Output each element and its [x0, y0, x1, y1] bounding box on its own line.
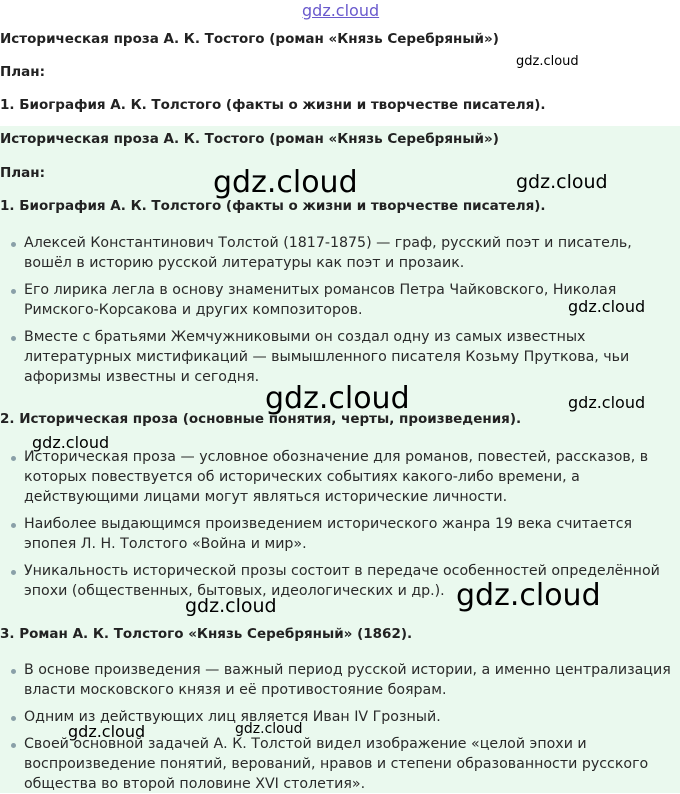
- list-item: Уникальность исторической прозы состоит в передаче особенностей определённой эпохи (общественных, бытовых, идеологических и др.).: [8, 561, 676, 601]
- bullet-dot: [11, 523, 16, 528]
- watermark: gdz.cloud: [265, 381, 410, 416]
- bullet-dot: [11, 242, 16, 247]
- bullet-dot: [11, 336, 16, 341]
- list-item: В основе произведения — важный период русской истории, а именно централизация власти московского князя и её противостояние боярам.: [8, 660, 676, 700]
- intro-title: Историческая проза А. К. Тостого (роман «Князь Серебряный»): [0, 31, 499, 47]
- watermark: gdz.cloud: [302, 1, 380, 20]
- content-title: Историческая проза А. К. Тостого (роман «Князь Серебряный»): [0, 131, 499, 147]
- watermark: gdz.cloud: [235, 721, 303, 737]
- watermark: gdz.cloud: [68, 722, 146, 741]
- bullet-dot: [11, 669, 16, 674]
- watermark: gdz.cloud: [568, 393, 646, 412]
- watermark: gdz.cloud: [213, 165, 358, 200]
- list-item: Вместе с братьями Жемчужниковыми он создал одну из самых известных литературных мистификаций — вымышленного писателя Козьму Пруткова, чьи афоризмы известны и сегодня.: [8, 327, 676, 387]
- intro-plan-label: План:: [0, 64, 46, 80]
- list-item: Одним из действующих лиц является Иван IV Грозный.: [8, 707, 676, 727]
- watermark: gdz.cloud: [516, 171, 608, 193]
- bullet-dot: [11, 716, 16, 721]
- watermark: gdz.cloud: [185, 595, 277, 617]
- bullet-dot: [11, 570, 16, 575]
- list-item: Его лирика легла в основу знаменитых романсов Петра Чайковского, Николая Римского-Корсакова и других композиторов.: [8, 280, 676, 320]
- list-item: Своей основной задачей А. К. Толстой видел изображение «целой эпохи и воспроизведение понятий, верований, нравов и степени образованности русского общества во второй половине XVI столетия».: [8, 734, 676, 794]
- bullet-dot: [11, 743, 16, 748]
- section-2-heading: 2. Историческая проза (основные понятия, черты, произведения).: [0, 411, 522, 427]
- watermark: gdz.cloud: [32, 433, 110, 452]
- bullet-dot: [11, 289, 16, 294]
- section-3-heading: 3. Роман А. К. Толстого «Князь Серебряный» (1862).: [0, 626, 413, 642]
- watermark: gdz.cloud: [568, 297, 646, 316]
- section-1-heading: 1. Биография А. К. Толстого (факты о жизни и творчестве писателя).: [0, 198, 546, 214]
- content-plan-label: План:: [0, 165, 46, 181]
- bullet-dot: [11, 456, 16, 461]
- watermark: gdz.cloud: [516, 54, 579, 69]
- intro-item-1: 1. Биография А. К. Толстого (факты о жизни и творчестве писателя).: [0, 97, 546, 113]
- list-item: Наиболее выдающимся произведением исторического жанра 19 века считается эпопея Л. Н. Толстого «Война и мир».: [8, 514, 676, 554]
- watermark: gdz.cloud: [456, 578, 601, 613]
- list-item: Историческая проза — условное обозначение для романов, повестей, рассказов, в которых повествуется об исторических событиях какого-либо времени, а действующими лицами могут являться исторические личности.: [8, 447, 676, 507]
- list-item: Алексей Константинович Толстой (1817-1875) — граф, русский поэт и писатель, вошёл в историю русской литературы как поэт и прозаик.: [8, 233, 676, 273]
